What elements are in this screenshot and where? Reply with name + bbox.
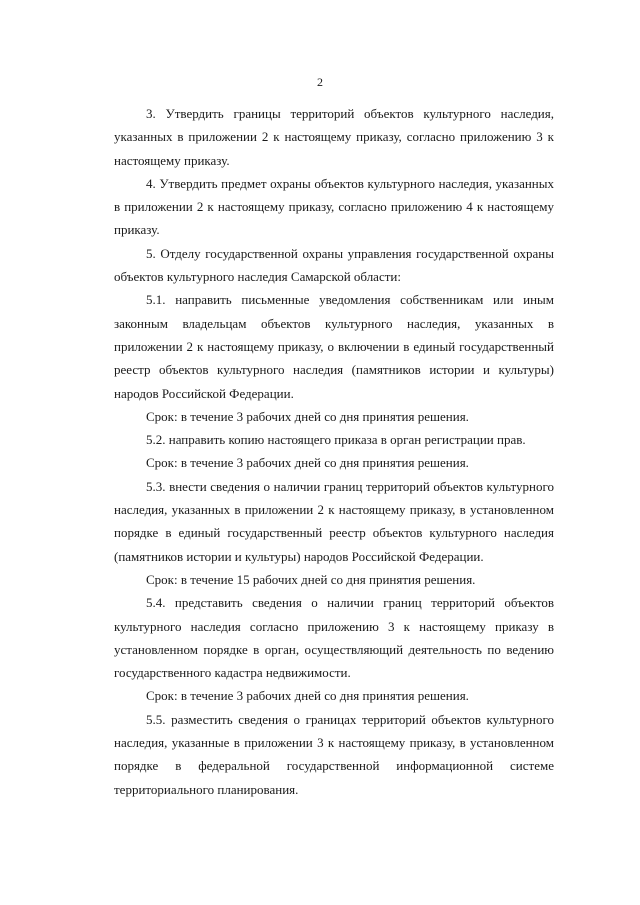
paragraph-5-1: 5.1. направить письменные уведомления собственникам или иным законным владельцам объектов культурного наследия, указанных в приложении 2 к настоящему приказу, о включении в единый государственный реестр объектов культурного наследия (памятников истории и культуры) народов Российской Федерации. [114,292,554,401]
paragraph-4: 4. Утвердить предмет охраны объектов культурного наследия, указанных в приложении 2 к настоящему приказу, согласно приложению 4 к настоящему приказу. [114,175,554,238]
paragraph-5: 5. Отделу государственной охраны управления государственной охраны объектов культурного наследия Самарской области: [114,245,554,285]
deadline-5-4: Срок: в течение 3 рабочих дней со дня принятия решения. [146,688,469,704]
deadline-5-2: Срок: в течение 3 рабочих дней со дня принятия решения. [146,455,469,471]
paragraph-5-3: 5.3. внести сведения о наличии границ территорий объектов культурного наследия, указанных в приложении 2 к настоящему приказу, в установленном порядке в единый государственный реестр объектов культурного наследия (памятников истории и культуры) народов Российской Федерации. [114,478,554,564]
document-body [114,102,554,801]
paragraph-5-5: 5.5. разместить сведения о границах территорий объектов культурного наследия, указанные в приложении 3 к настоящему приказу, в установленном порядке в федеральной государственной информационной системе территориального планирования. [114,711,554,797]
deadline-5-1: Срок: в течение 3 рабочих дней со дня принятия решения. [146,408,469,424]
paragraph-3: 3. Утвердить границы территорий объектов культурного наследия, указанных в приложении 2 к настоящему приказу, согласно приложению 3 к настоящему приказу. [114,106,554,168]
paragraph-5-2: 5.2. направить копию настоящего приказа в орган регистрации прав. [146,432,526,448]
deadline-5-3: Срок: в течение 15 рабочих дней со дня принятия решения. [146,571,476,587]
paragraph-5-4: 5.4. представить сведения о наличии границ территорий объектов культурного наследия согласно приложению 3 к настоящему приказу в установленном порядке в орган, осуществляющий деятельность по ведению государственного кадастра недвижимости. [114,595,554,681]
page-number: 2 [317,75,323,89]
